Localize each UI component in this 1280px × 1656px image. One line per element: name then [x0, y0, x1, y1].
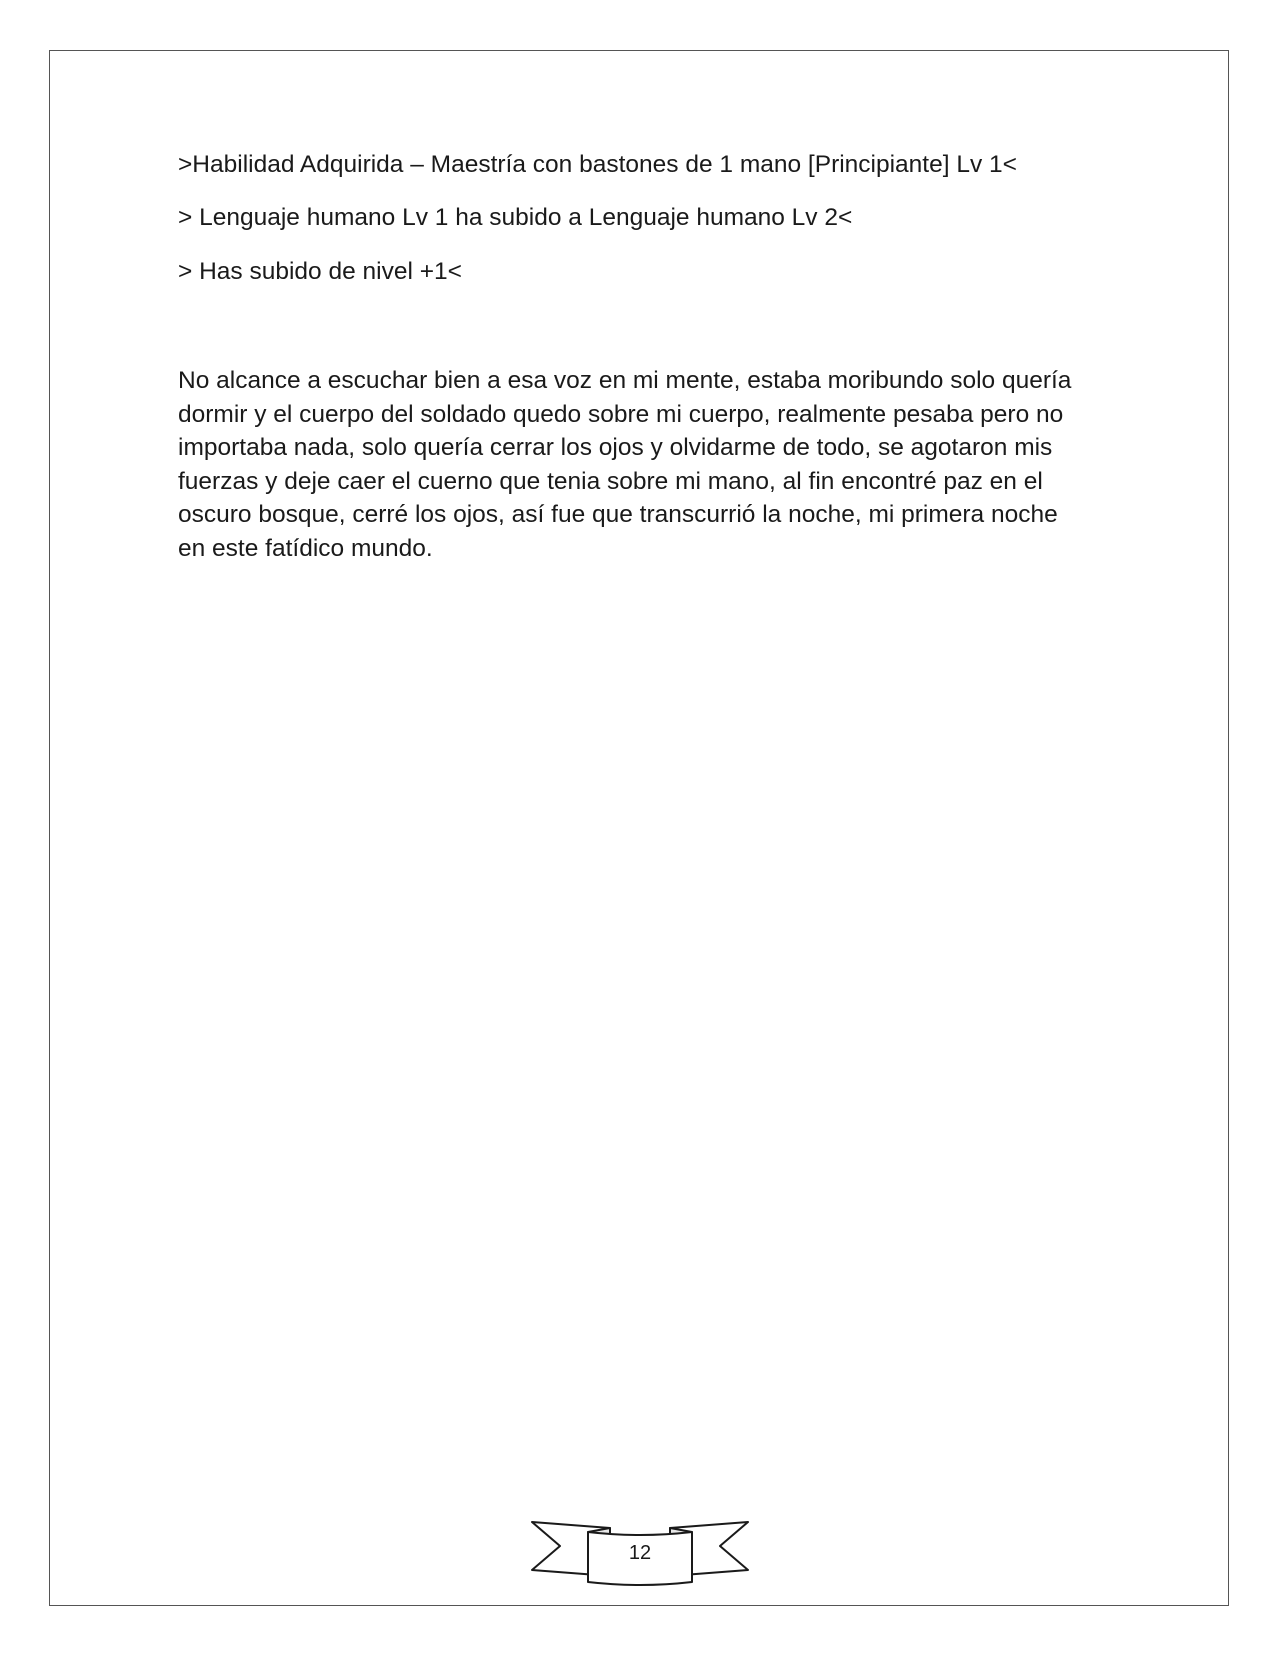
paragraph-line: dormir y el cuerpo del soldado quedo sobre mi cuerpo, realmente pesaba pero no [178, 400, 1064, 428]
paragraph-line: fuerzas y deje caer el cuerno que tenia sobre mi mano, al fin encontré paz en el [178, 467, 1043, 495]
system-message-language: > Lenguaje humano Lv 1 ha subido a Lenguaje humano Lv 2< [178, 204, 853, 231]
paragraph-line: oscuro bosque, cerré los ojos, así fue que transcurrió la noche, mi primera noche [178, 501, 1058, 528]
system-message-skill: >Habilidad Adquirida – Maestría con bastones de 1 mano [Principiante] Lv 1< [178, 151, 1017, 178]
body-paragraph [178, 364, 1108, 565]
paragraph-line: en este fatídico mundo. [178, 534, 433, 562]
paragraph-line: No alcance a escuchar bien a esa voz en mi mente, estaba moribundo solo quería [178, 367, 1072, 394]
page-number: 12 [628, 1542, 652, 1564]
paragraph-line: importaba nada, solo quería cerrar los ojos y olvidarme de todo, se agotaron mis [178, 434, 1053, 461]
system-message-level: > Has subido de nivel +1< [178, 258, 462, 285]
